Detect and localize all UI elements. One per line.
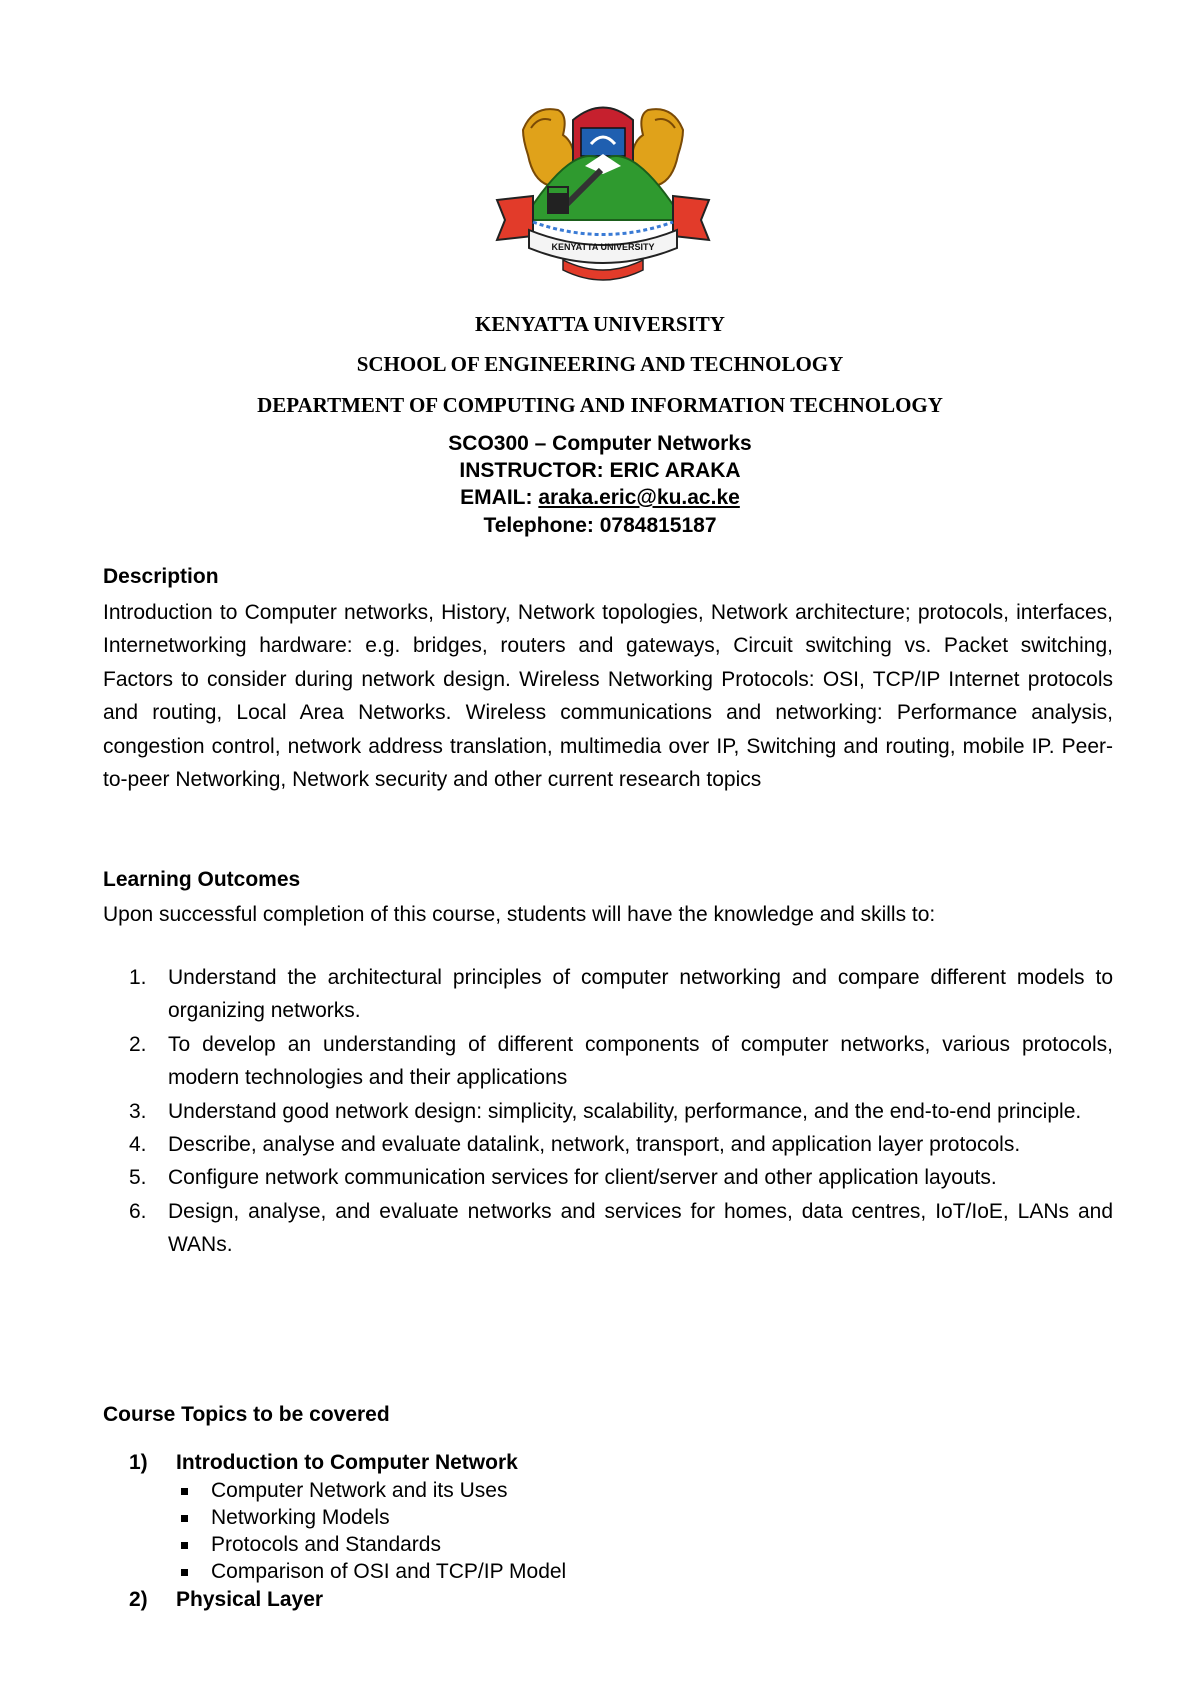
list-number: 4. <box>129 1133 147 1157</box>
learning-outcomes-heading: Learning Outcomes <box>103 868 301 891</box>
list-item <box>103 1128 1113 1161</box>
description-heading: Description <box>103 565 219 588</box>
square-bullet-icon <box>181 1488 188 1495</box>
square-bullet-icon <box>181 1515 188 1522</box>
list-number: 6. <box>129 1199 147 1223</box>
description-text: Introduction to Computer networks, History, Network topologies, Network architecture; protocols, interfaces, Internetworking hardware: e.g. bridges, routers and gateways, Circuit switching vs. Packet switching, Factors to consider during network design. Wireless Networking Protocols: OSI, TCP/IP Internet protocols and routing, Local Area Networks. Wireless communications and networking: Performance analysis, congestion control, network address translation, multimedia over IP, Switching and routing, mobile IP. Peer-to-peer Networking, Network security and other current research topics <box>103 601 1113 792</box>
topic-number: 2) <box>129 1588 148 1611</box>
list-item <box>103 961 1113 1028</box>
course-title: SCO300 – Computer Networks <box>448 432 752 455</box>
topic-heading <box>103 1585 1113 1614</box>
list-item <box>103 1095 1113 1128</box>
square-bullet-icon <box>181 1542 188 1549</box>
subtopic-text: Comparison of OSI and TCP/IP Model <box>211 1560 567 1583</box>
list-item-text: Understand the architectural principles of computer networking and compare different models to organizing networks. <box>168 966 1113 1023</box>
subtopic-item <box>103 1504 1113 1531</box>
list-item <box>103 1195 1113 1262</box>
course-topics-heading: Course Topics to be covered <box>103 1403 390 1426</box>
subtopic-text: Protocols and Standards <box>211 1533 441 1556</box>
list-number: 1. <box>129 966 147 989</box>
subtopic-text: Networking Models <box>211 1506 390 1529</box>
list-number: 5. <box>129 1166 147 1190</box>
subtopic-item <box>103 1531 1113 1558</box>
learning-outcomes-intro: Upon successful completion of this course, students will have the knowledge and skills to: <box>103 903 936 926</box>
email-line <box>0 486 1200 510</box>
telephone-line: Telephone: 0784815187 <box>483 514 717 537</box>
crest-text: KENYATTA UNIVERSITY <box>551 242 655 252</box>
subtopic-item <box>103 1477 1113 1504</box>
school-name: SCHOOL OF ENGINEERING AND TECHNOLOGY <box>356 352 844 376</box>
list-item-text: Configure network communication services for client/server and other application layouts. <box>168 1166 997 1190</box>
list-item-text: Understand good network design: simplicity, scalability, performance, and the end-to-end principle. <box>168 1099 1082 1123</box>
department-name: DEPARTMENT OF COMPUTING AND INFORMATION TECHNOLOGY <box>257 393 943 417</box>
list-item-text: Design, analyse, and evaluate networks and services for homes, data centres, IoT/IoE, LANs and WANs. <box>168 1199 1113 1257</box>
list-item-text: Describe, analyse and evaluate datalink, network, transport, and application layer protocols. <box>168 1133 1021 1157</box>
list-item <box>103 1161 1113 1194</box>
topic-title: Physical Layer <box>176 1588 324 1611</box>
list-number: 2. <box>129 1032 147 1056</box>
kenyatta-university-crest-icon <box>493 100 713 300</box>
subtopic-text: Computer Network and its Uses <box>211 1479 508 1502</box>
email-label: EMAIL: <box>460 486 533 509</box>
square-bullet-icon <box>181 1569 188 1576</box>
list-item <box>103 1028 1113 1095</box>
list-item-text: To develop an understanding of different components of computer networks, various protocols, modern technologies and their applications <box>168 1032 1113 1090</box>
subtopic-item <box>103 1558 1113 1585</box>
topic-heading <box>103 1448 1113 1477</box>
university-name: KENYATTA UNIVERSITY <box>475 312 725 336</box>
list-number: 3. <box>129 1099 147 1123</box>
learning-outcomes-list <box>103 961 1113 1262</box>
instructor-name: INSTRUCTOR: ERIC ARAKA <box>459 459 741 482</box>
topic-title: Introduction to Computer Network <box>176 1451 518 1474</box>
email-link[interactable]: araka.eric@ku.ac.ke <box>538 486 740 509</box>
topic-number: 1) <box>129 1451 148 1474</box>
course-topics-list <box>103 1448 1113 1614</box>
